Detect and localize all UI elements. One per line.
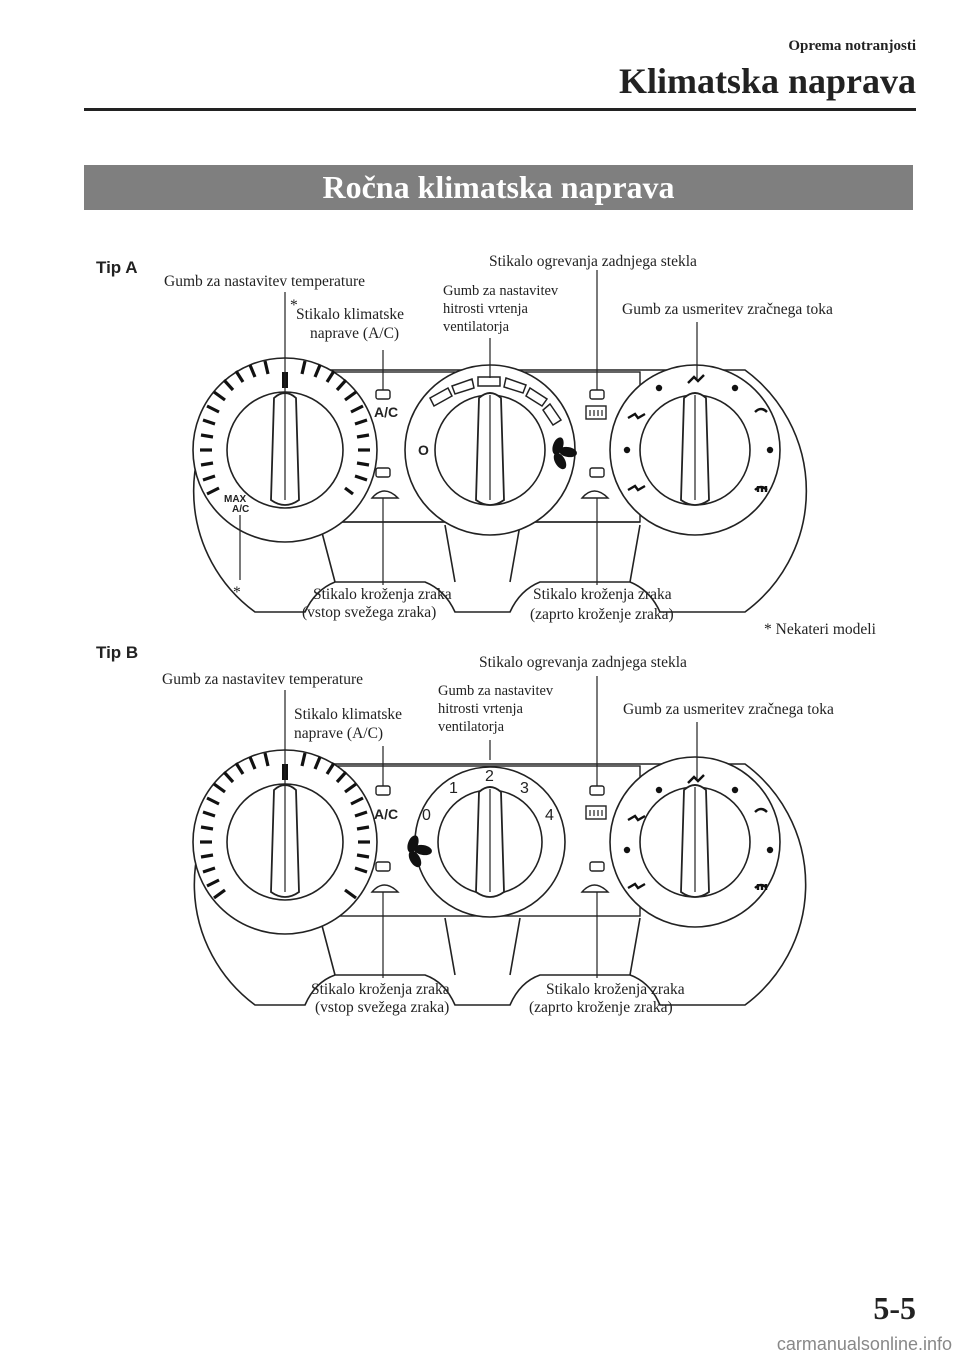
tip-a-ac-switch-label-line1: Stikalo klimatske: [296, 306, 405, 323]
tip-a-recirc-closed-label-line2: (zaprto kroženje zraka): [530, 606, 674, 623]
tip-a-airflow-knob-label: Gumb za usmeritev zračnega toka: [622, 301, 833, 318]
tip-b-fan-knob-label-line2: hitrosti vrtenja: [438, 701, 523, 717]
tip-a-fan-knob-label-line2: hitrosti vrtenja: [443, 301, 528, 317]
watermark: carmanualsonline.info: [776, 1334, 952, 1354]
tip-b-temperature-knob-label: Gumb za nastavitev temperature: [162, 671, 363, 688]
tip-a-ac-switch-label-line2: naprave (A/C): [310, 325, 400, 342]
tip-b-fan-dial: [405, 767, 565, 917]
tip-b-recirc-closed-label-line2: (zaprto kroženje zraka): [529, 999, 673, 1016]
tip-b-fan-speed-3: 3: [520, 780, 529, 797]
section-title: Oprema notranjosti: [788, 38, 916, 54]
tip-b-rear-defrost-label: Stikalo ogrevanja zadnjega stekla: [479, 654, 687, 671]
tip-a-airflow-dial: [610, 365, 780, 535]
footnote-some-models: * Nekateri modeli: [764, 621, 876, 638]
tip-a-recirc-closed-label-line1: Stikalo kroženja zraka: [533, 586, 672, 603]
page-number: 5-5: [873, 1290, 916, 1326]
tip-a-ac-switch-star: *: [290, 297, 298, 314]
tip-b-ac-switch-label-line1: Stikalo klimatske: [294, 706, 403, 723]
page-title: Klimatska naprava: [618, 61, 916, 101]
tip-a-recirc-fresh-label-line2: (vstop svežega zraka): [302, 604, 437, 621]
tip-b-fan-speed-2: 2: [485, 768, 494, 785]
tip-a-rear-defrost-label: Stikalo ogrevanja zadnjega stekla: [489, 253, 697, 270]
tip-b-fan-knob-label-line3: ventilatorja: [438, 719, 505, 735]
tip-b-panel-ac-text: A/C: [374, 806, 399, 822]
tip-a-panel-max-text: MAX: [224, 494, 247, 505]
tip-a-panel-ac-text: A/C: [374, 404, 399, 420]
tip-b-label: Tip B: [96, 643, 139, 662]
tip-b-airflow-dial: [610, 757, 780, 927]
tip-a-fan-knob-label-line1: Gumb za nastavitev: [443, 283, 559, 299]
tip-b-fan-speed-1: 1: [449, 780, 458, 797]
tip-a-panel-fan-zero: O: [418, 442, 429, 458]
tip-b-recirc-closed-label-line1: Stikalo kroženja zraka: [546, 981, 685, 998]
tip-b-fan-speed-4: 4: [545, 807, 554, 824]
tip-a-panel-max-ac-text: A/C: [232, 504, 250, 515]
tip-b-ac-switch-label-line2: naprave (A/C): [294, 725, 384, 742]
tip-a-fan-dial: [405, 365, 578, 535]
tip-b-recirc-fresh-label-line2: (vstop svežega zraka): [315, 999, 450, 1016]
tip-a-recirc-fresh-label-line1: Stikalo kroženja zraka: [313, 586, 452, 603]
tip-b-airflow-knob-label: Gumb za usmeritev zračnega toka: [623, 701, 834, 718]
tip-b-fan-knob-label-line1: Gumb za nastavitev: [438, 683, 554, 699]
section-banner: Ročna klimatska naprava: [84, 165, 913, 210]
tip-a-fan-knob-label-line3: ventilatorja: [443, 319, 510, 335]
tip-a-max-star: *: [233, 584, 241, 601]
tip-b-fan-speed-0: 0: [422, 807, 431, 824]
tip-b-recirc-fresh-label-line1: Stikalo kroženja zraka: [311, 981, 450, 998]
tip-a-label: Tip A: [96, 258, 138, 277]
tip-a-temperature-knob-label: Gumb za nastavitev temperature: [164, 273, 365, 290]
